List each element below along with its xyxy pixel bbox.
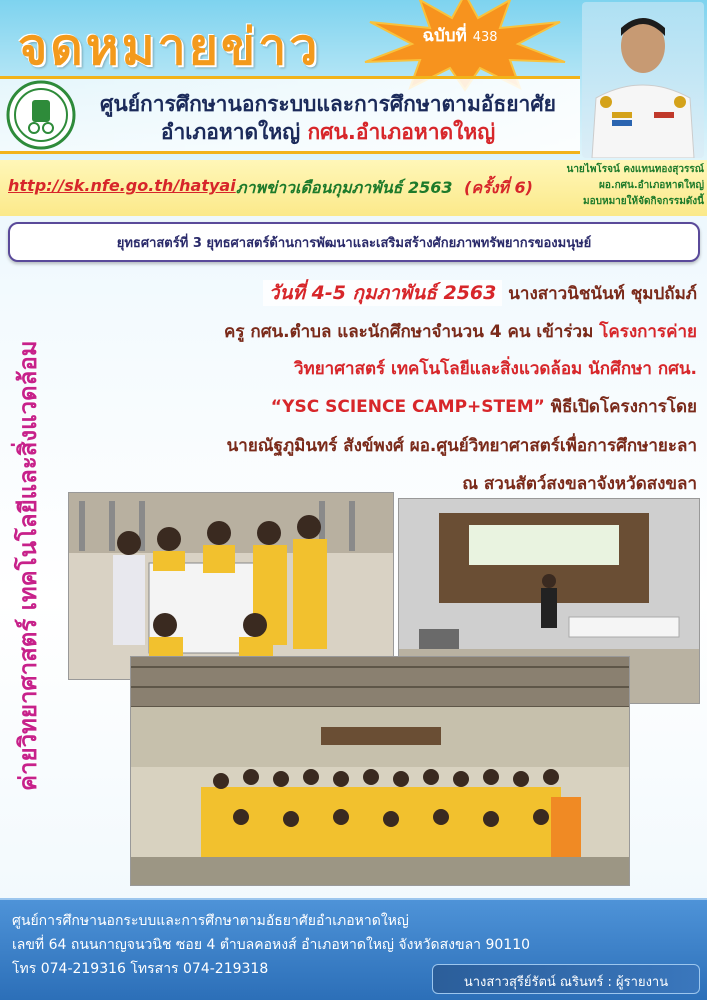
article-line-1-text: นางสาวนิชนันท์ ชุมปถัมภ์ bbox=[508, 284, 697, 304]
news-month: ภาพข่าวเดือนกุมภาพันธ์ 2563 bbox=[236, 178, 453, 197]
strategy-text: ยุทธศาสตร์ที่ 3 ยุทธศาสตร์ด้านการพัฒนาและเสริมสร้างศักยภาพทรัพยากรของมนุษย์ bbox=[116, 236, 592, 251]
issue-label-text: ฉบับที่ bbox=[422, 26, 467, 46]
side-title: ค่ายวิทยาศาสตร์ เทคโนโลยีและสิ่งแวดล้อม bbox=[14, 340, 42, 792]
project-name: โครงการค่าย bbox=[599, 322, 697, 342]
issue-label bbox=[400, 22, 520, 49]
director-portrait-icon bbox=[582, 2, 704, 158]
camp-name: “YSC SCIENCE CAMP+STEM” bbox=[270, 397, 545, 417]
issue-number: 438 bbox=[472, 30, 498, 45]
photo-group-participants bbox=[130, 656, 630, 886]
footer-phone: โทร 074-219316 โทรสาร 074-219318 bbox=[12, 961, 269, 977]
article-line-4-text: พิธีเปิดโครงการโดย bbox=[550, 397, 697, 417]
director-name: นายไพโรจน์ คงแทนทองสุวรรณ์ bbox=[566, 164, 704, 175]
article-line-2 bbox=[224, 318, 697, 345]
director-title: ผอ.กศน.อำเภอหาดใหญ่ bbox=[598, 180, 704, 191]
director-note: มอบหมายให้จัดกิจกรรมดังนี้ bbox=[583, 196, 704, 207]
students-photo-icon bbox=[69, 493, 394, 680]
website-link[interactable]: http://sk.nfe.go.th/hatyai bbox=[8, 176, 236, 195]
footer-organization: ศูนย์การศึกษานอกระบบและการศึกษาตามอัธยาศัยอำเภอหาดใหญ่ bbox=[12, 913, 409, 929]
organization-logo bbox=[6, 80, 76, 150]
district-name: อำเภอหาดใหญ่ bbox=[160, 120, 301, 144]
office-name: กศน.อำเภอหาดใหญ่ bbox=[307, 120, 496, 144]
group-photo-icon bbox=[131, 657, 630, 886]
article-line-4 bbox=[271, 393, 697, 420]
director-photo bbox=[582, 2, 704, 158]
photo-students-poster bbox=[68, 492, 394, 680]
article-line-2-text: ครู กศน.ตำบล และนักศึกษาจำนวน 4 คน เข้าร่วม bbox=[223, 322, 594, 342]
article-line-5: นายณัฐภูมินทร์ สังข์พงศ์ ผอ.ศูนย์วิทยาศาสตร์เพื่อการศึกษายะลา bbox=[226, 436, 697, 456]
news-session: (ครั้งที่ 6) bbox=[464, 178, 533, 197]
article-line-3: วิทยาศาสตร์ เทคโนโลยีและสิ่งแวดล้อม นักศึกษา กศน. bbox=[293, 359, 697, 379]
director-caption bbox=[552, 162, 704, 210]
organization-name: ศูนย์การศึกษานอกระบบและการศึกษาตามอัธยาศัย bbox=[100, 92, 556, 116]
article-line-1 bbox=[263, 278, 697, 308]
newsletter-title: จดหมายข่าว bbox=[18, 17, 321, 76]
article-line-6: ณ สวนสัตว์สงขลาจังหวัดสงขลา bbox=[462, 474, 697, 494]
footer-address: เลขที่ 64 ถนนกาญจนวนิช ซอย 4 ตำบลคอหงส์ อำเภอหาดใหญ่ จังหวัดสงขลา 90110 bbox=[12, 937, 531, 953]
reporter-name: นางสาวสุรีย์รัตน์ ณรินทร์ : ผู้รายงาน bbox=[463, 975, 669, 990]
event-date: วันที่ 4-5 กุมภาพันธ์ 2563 bbox=[263, 280, 503, 306]
organization-district bbox=[78, 116, 578, 149]
